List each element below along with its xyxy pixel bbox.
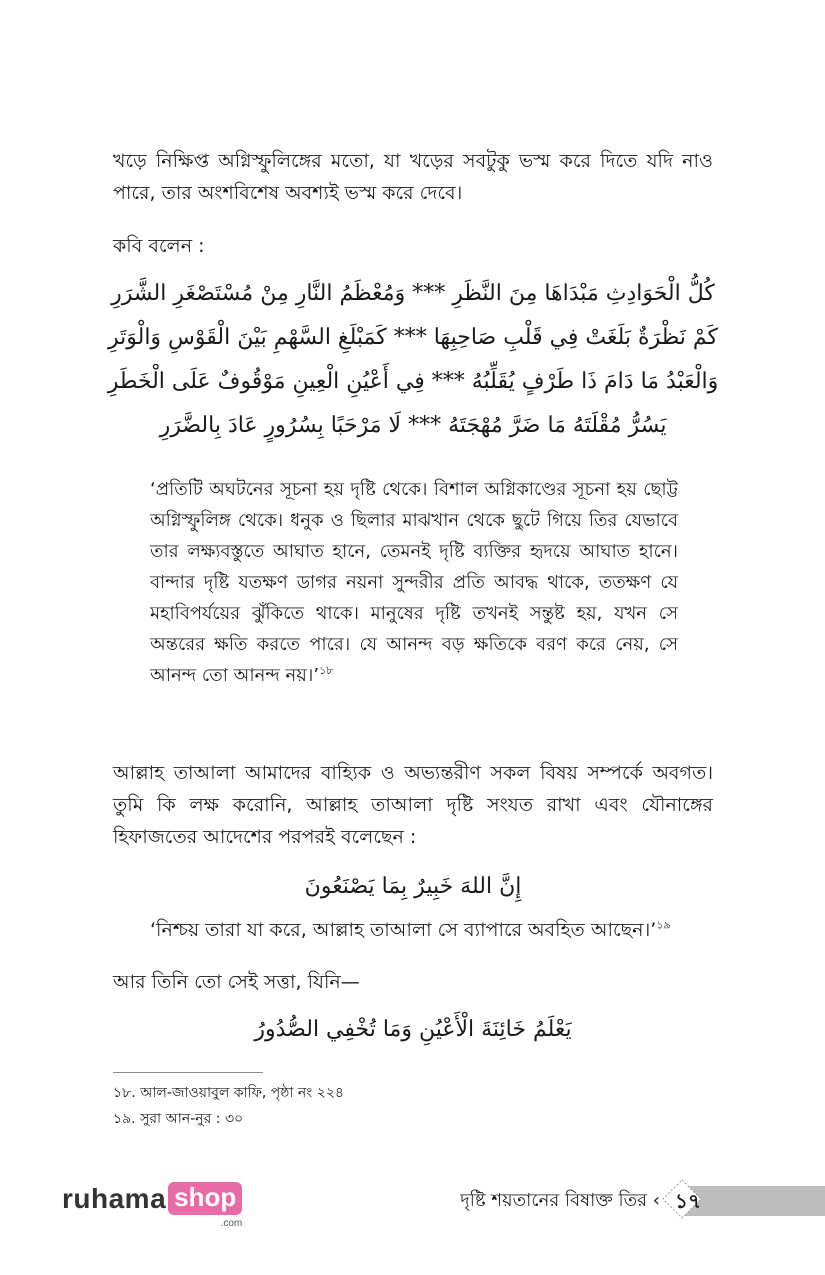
footnote-19: ১৯. সুরা আন-নুর : ৩০ <box>113 1111 244 1127</box>
footnote-ref-19: ১৯ <box>656 918 671 932</box>
arabic-poem <box>107 272 719 448</box>
chevron-left-icon: ‹ <box>652 1190 660 1211</box>
ruhamashop-logo <box>62 1175 243 1229</box>
verse-1-translation <box>150 914 710 946</box>
logo-com-text: .com <box>220 1218 243 1229</box>
paragraph-allah-knows-text: আল্লাহ তাআলা আমাদের বাহ্যিক ও অভ্যন্তরীণ সকল বিষয় সম্পর্কে অবগত। তুমি কি লক্ষ করোনি, আল্লাহ তাআলা দৃষ্টি সংযত রাখা এবং যৌনাঙ্গের হিফাজতের আদেশের পরপরই বলেছেন : <box>113 762 713 848</box>
paragraph-he-is-text: আর তিনি তো সেই সত্তা, যিনি— <box>113 971 360 993</box>
paragraph-he-is <box>113 966 713 998</box>
footnote-18: ১৮. আল-জাওয়াবুল কাফি, পৃষ্ঠা নং ২২৪ <box>113 1085 345 1101</box>
verse-2-text: يَعْلَمُ خَائِنَةَ الْأَعْيُنِ وَمَا تُخْفِي الصُّدُورُ <box>254 1017 572 1042</box>
arabic-verse-1 <box>113 865 713 909</box>
logo-shop-text: shop <box>174 1182 237 1212</box>
running-title <box>420 1186 660 1216</box>
poem-translation-text: ‘প্রতিটি অঘটনের সূচনা হয় দৃষ্টি থেকে। বিশাল অগ্নিকাণ্ডের সূচনা হয় ছোট্ট অগ্নিস্ফুলিঙ্গ থেকে। ধনুক ও ছিলার মাঝখান থেকে ছুটে গিয়ে তির যেভাবে তার লক্ষ্যবস্তুতে আঘাত হানে, তেমনই দৃষ্টি ব্যক্তির হৃদয়ে আঘাত হানে। বান্দার দৃষ্টি যতক্ষণ ডাগর নয়না সুন্দরীর প্রতি আবদ্ধ থাকে, ততক্ষণ যে মহাবিপর্যয়ের ঝুঁকিতে থাকে। মানুষের দৃষ্টি তখনই সন্তুষ্ট হয়, যখন সে অন্তরের ক্ষতি করতে পারে। যে আনন্দ বড় ক্ষতিকে বরণ করে নেয়, সে আনন্দ তো আনন্দ নয়।’ <box>150 479 678 686</box>
paragraph-allah-knows <box>113 757 713 853</box>
poem-line-2: كَمْ نَظْرَةٌ بَلَغَتْ فِي قَلْبِ صَاحِبِهَا *** كَمَبْلَغِ السَّهْمِ بَيْنَ الْقَوْسِ وَالْوَتَرِ <box>107 325 718 350</box>
running-title-text: দৃষ্টি শয়তানের বিষাক্ত তির <box>460 1190 648 1211</box>
footnote-ref-18: ১৮ <box>319 664 334 677</box>
logo-ruhama-text: ruhama <box>62 1183 167 1214</box>
poem-line-3: وَالْعَبْدُ مَا دَامَ ذَا طَرْفٍ يُقَلِّبُهُ *** فِي أَعْيُنِ الْعِينِ مَوْقُوفٌ عَلَى الْخَطَرِ <box>107 369 719 394</box>
footnote-divider <box>113 1072 263 1073</box>
poet-says-text: কবি বলেন : <box>113 235 205 257</box>
arabic-verse-2 <box>113 1008 713 1052</box>
paragraph-intro-text: খড়ে নিক্ষিপ্ত অগ্নিস্ফুলিঙ্গের মতো, যা খড়ের সবটুকু ভস্ম করে দিতে যদি নাও পারে, তার অংশবিশেষ অবশ্যই ভস্ম করে দেবে। <box>113 150 713 204</box>
logo-shop-box <box>168 1182 243 1229</box>
poem-translation <box>150 474 678 691</box>
verse-1-translation-text: ‘নিশ্চয় তারা যা করে, আল্লাহ তাআলা সে ব্যাপারে অবহিত আছেন।’ <box>150 919 657 941</box>
poem-line-1: كُلُّ الْحَوَادِثِ مَبْدَاهَا مِنَ النَّظَرِ *** وَمُعْظَمُ النَّارِ مِنْ مُسْتَصْغَرِ الشَّرَرِ <box>111 281 715 306</box>
poem-line-4: يَسُرُّ مُقْلَتَهُ مَا ضَرَّ مُهْجَتَهُ *** لَا مَرْحَبًا بِسُرُورٍ عَادَ بِالضَّرَرِ <box>159 413 667 438</box>
paragraph-intro <box>113 145 713 209</box>
page-number: ১৭ <box>675 1189 701 1213</box>
verse-1-text: إِنَّ اللهَ خَبِيرٌ بِمَا يَصْنَعُونَ <box>304 874 522 899</box>
poet-says <box>113 230 713 262</box>
